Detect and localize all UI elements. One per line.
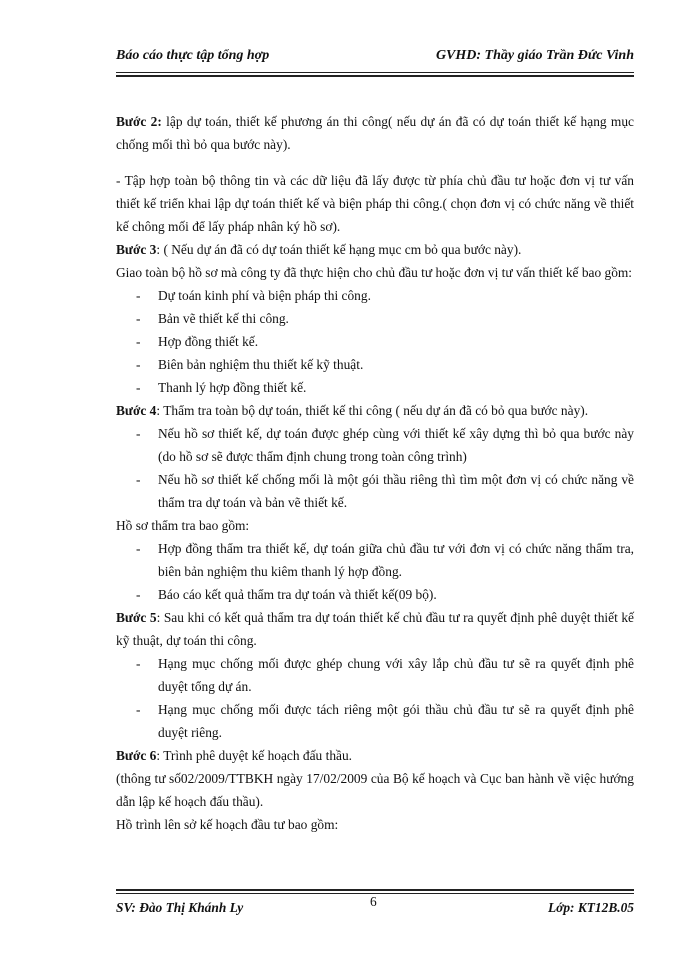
step-2-paragraph — [116, 110, 634, 156]
header-rule-thin — [116, 72, 634, 73]
page-content — [116, 110, 634, 836]
report-title: Báo cáo thực tập tổng hợp — [116, 48, 270, 63]
list-item: - Bản vẽ thiết kế thi công. — [136, 311, 289, 326]
page-header — [116, 44, 634, 68]
step-5-paragraph — [116, 606, 634, 652]
header-rule-thick — [116, 75, 634, 77]
step-4-text: : Thẩm tra toàn bộ dự toán, thiết kế thi công ( nếu dự án đã có bỏ qua bước này). — [156, 403, 589, 418]
supervisor-name: GVHD: Thầy giáo Trần Đức Vinh — [435, 48, 634, 63]
circular-paragraph: (thông tư số02/2009/TTBKH ngày 17/02/2009 của Bộ kế hoạch và Cục ban hành về việc hướng dẫn lập kế hoạch đấu thầu). — [116, 771, 634, 809]
step-4-paragraph — [116, 399, 634, 422]
review-docs-paragraph: Hồ sơ thẩm tra bao gồm: — [116, 518, 250, 533]
page-footer — [116, 894, 634, 919]
collect-info-paragraph: - Tập hợp toàn bộ thông tin và các dữ liệu đã lấy được từ phía chủ đầu tư hoặc đơn vị tư vấn thiết kế triển khai lập dự toán thiết kế và biện pháp thi công.( chọn đơn vị có chức năng về thiết kế chông mối để lấy pháp nhân ký hồ sơ). — [116, 173, 634, 234]
review-docs-list — [116, 537, 634, 606]
paragraph-gap — [116, 156, 634, 169]
step-5-label: Bước 5 — [116, 610, 157, 625]
approval-list — [116, 652, 634, 744]
step-2-label: Bước 2: — [116, 114, 162, 129]
list-item: - Báo cáo kết quả thẩm tra dự toán và thiết kế(09 bộ). — [136, 587, 437, 602]
step-3-paragraph — [116, 238, 634, 261]
step-2-text: lập dự toán, thiết kế phương án thi công( nếu dự án đã có dự toán thiết kế hạng mục chống mối thì bỏ qua bước này). — [116, 114, 634, 152]
list-item: - Nếu hồ sơ thiết kế chống mối là một gói thầu riêng thì tìm một đơn vị có chức năng về thẩm tra dự toán và bản vẽ thiết kế. — [136, 472, 634, 510]
student-name: SV: Đào Thị Khánh Ly — [116, 900, 244, 915]
step-4-label: Bước 4 — [116, 403, 157, 418]
step-6-text: : Trình phê duyệt kế hoạch đấu thầu. — [156, 748, 352, 763]
step-5-text: : Sau khi có kết quả thẩm tra dự toán thiết kế chủ đầu tư ra quyết định phê duyệt thiết kế kỹ thuật, dự toán thi công. — [116, 610, 634, 648]
list-item: - Dự toán kinh phí và biện pháp thi công. — [136, 288, 371, 303]
handover-paragraph: Giao toàn bộ hồ sơ mà công ty đã thực hiện cho chủ đầu tư hoặc đơn vị tư vấn thiết kế bao gồm: — [116, 265, 633, 280]
class-code: Lớp: KT12B.05 — [547, 900, 634, 915]
page-number: 6 — [370, 894, 377, 909]
list-item: - Hạng mục chống mối được ghép chung với xây lắp chủ đầu tư sẽ ra quyết định phê duyệt tổng dự án. — [136, 656, 634, 694]
step-6-paragraph — [116, 744, 634, 767]
submission-paragraph: Hồ trình lên sở kế hoạch đầu tư bao gồm: — [116, 817, 339, 832]
list-item: - Thanh lý hợp đồng thiết kế. — [136, 380, 307, 395]
list-item: - Hợp đồng thẩm tra thiết kế, dự toán giữa chủ đầu tư với đơn vị có chức năng thẩm tra, biên bản nghiệm thu kiêm thanh lý hợp đồng. — [136, 541, 634, 579]
step-3-label: Bước 3 — [116, 242, 157, 257]
step-3-text: : ( Nếu dự án đã có dự toán thiết kế hạng mục cm bỏ qua bước này). — [156, 242, 522, 257]
handover-list — [116, 284, 634, 399]
list-item: - Biên bản nghiệm thu thiết kế kỹ thuật. — [136, 357, 364, 372]
list-item: - Hợp đồng thiết kế. — [136, 334, 259, 349]
list-item: - Hạng mục chống mối được tách riêng một gói thầu chủ đầu tư sẽ ra quyết định phê duyệt riêng. — [136, 702, 634, 740]
list-item: - Nếu hồ sơ thiết kế, dự toán được ghép cùng với thiết kế xây dựng thì bỏ qua bước này (do hồ sơ sẽ được thẩm định chung trong toàn công trình) — [136, 426, 634, 464]
review-conditions-list — [116, 422, 634, 514]
step-6-label: Bước 6 — [116, 748, 157, 763]
